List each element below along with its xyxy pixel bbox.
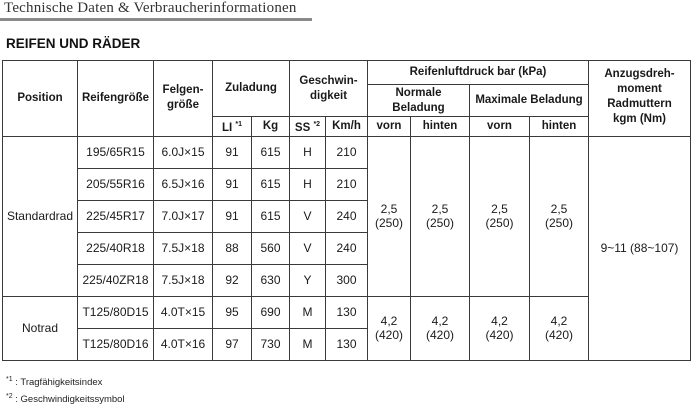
header-speed: Geschwin- digkeit (290, 61, 368, 117)
header-rule (0, 18, 312, 21)
cell-speed-kmh: 300 (326, 264, 368, 296)
cell-rim-size: 7.5J×18 (154, 264, 213, 296)
cell-speed-symbol: H (290, 168, 326, 200)
header-front-normal: vorn (368, 117, 411, 137)
standard-pressure-rear-normal-kpa: (250) (425, 216, 454, 231)
cell-load-kg: 560 (252, 232, 290, 264)
cell-load-kg: 730 (252, 328, 290, 360)
standard-pressure-rear-normal (411, 136, 470, 296)
cell-tire-size: T125/80D15 (78, 296, 154, 328)
cell-load-index: 91 (213, 168, 252, 200)
cell-tire-size: T125/80D16 (78, 328, 154, 360)
spare-pressure-rear-max (530, 296, 589, 360)
standard-pressure-rear-max (530, 136, 589, 296)
cell-load-index: 91 (213, 136, 252, 168)
cell-load-index: 91 (213, 200, 252, 232)
cell-speed-kmh: 240 (326, 200, 368, 232)
header-li-footnote-mark: *1 (235, 121, 243, 128)
header-rear-normal: hinten (411, 117, 470, 137)
header-ss-footnote-mark: *2 (313, 121, 321, 128)
standard-pressure-front-normal-kpa: (250) (374, 216, 403, 231)
cell-tire-size: 225/40ZR18 (78, 264, 154, 296)
standard-pressure-front-max (470, 136, 530, 296)
cell-tire-size: 195/65R15 (78, 136, 154, 168)
cell-load-kg: 615 (252, 136, 290, 168)
header-tire-size: Reifengröße (78, 61, 154, 137)
standard-pressure-front-normal (368, 136, 411, 296)
cell-speed-symbol: V (290, 232, 326, 264)
spare-pressure-front-max-kpa: (420) (485, 328, 514, 343)
header-rim-size: Felgen- größe (154, 61, 213, 137)
torque-value: 9~11 (88~107) (589, 136, 691, 360)
spare-row (3, 296, 691, 328)
cell-speed-kmh: 130 (326, 328, 368, 360)
footnote-1 (6, 373, 125, 390)
cell-speed-kmh: 210 (326, 168, 368, 200)
spare-position-label: Notrad (3, 296, 78, 360)
cell-tire-size: 205/55R16 (78, 168, 154, 200)
cell-speed-kmh: 130 (326, 296, 368, 328)
spare-pressure-front-max (470, 296, 530, 360)
header-front-max: vorn (470, 117, 530, 137)
standard-pressure-rear-max-kpa: (250) (544, 216, 573, 231)
spare-pressure-rear-normal-bar: 4,2 (431, 314, 449, 329)
header-max-load: Maximale Beladung (470, 85, 589, 117)
cell-load-kg: 615 (252, 168, 290, 200)
cell-load-index: 97 (213, 328, 252, 360)
cell-speed-symbol: V (290, 200, 326, 232)
standard-pressure-front-normal-bar: 2,5 (380, 202, 398, 217)
spare-pressure-front-max-bar: 4,2 (491, 314, 508, 329)
spare-pressure-rear-normal (411, 296, 470, 360)
section-title: REIFEN UND RÄDER (6, 36, 141, 51)
cell-load-index: 92 (213, 264, 252, 296)
header-tire-pressure: Reifenluftdruck bar (kPa) (368, 61, 589, 85)
spare-pressure-front-normal (368, 296, 411, 360)
standard-pressure-rear-max-bar: 2,5 (550, 202, 568, 217)
cell-tire-size: 225/40R18 (78, 232, 154, 264)
standard-row (3, 136, 691, 168)
cell-speed-symbol: M (290, 328, 326, 360)
footnote-1-mark: *1 (6, 376, 13, 383)
spare-pressure-front-normal-kpa: (420) (374, 328, 403, 343)
cell-rim-size: 6.0J×15 (154, 136, 213, 168)
footnote-1-text: : Tragfähigkeitsindex (12, 377, 103, 389)
standard-pressure-front-max-bar: 2,5 (491, 202, 508, 217)
spare-pressure-front-normal-bar: 4,2 (380, 314, 398, 329)
header-ss (290, 117, 326, 137)
header-rear-max: hinten (530, 117, 589, 137)
cell-rim-size: 6.5J×16 (154, 168, 213, 200)
cell-rim-size: 7.0J×17 (154, 200, 213, 232)
cell-load-index: 88 (213, 232, 252, 264)
header-ss-label: SS (294, 121, 311, 134)
cell-load-kg: 630 (252, 264, 290, 296)
standard-position-label: Standardrad (3, 136, 78, 296)
standard-pressure-front-max-kpa: (250) (485, 216, 514, 231)
spare-pressure-rear-normal-kpa: (420) (425, 328, 454, 343)
footnote-2 (6, 390, 125, 407)
standard-pressure-rear-normal-bar: 2,5 (431, 202, 449, 217)
header-load: Zuladung (213, 61, 290, 117)
header-li (213, 117, 252, 137)
cell-load-index: 95 (213, 296, 252, 328)
spare-pressure-rear-max-kpa: (420) (544, 328, 573, 343)
cell-speed-kmh: 240 (326, 232, 368, 264)
footnotes (6, 373, 125, 407)
cell-load-kg: 690 (252, 296, 290, 328)
header-normal-load: Normale Beladung (368, 85, 470, 117)
cell-rim-size: 4.0T×15 (154, 296, 213, 328)
footnote-2-text: : Geschwindigkeitssymbol (12, 394, 125, 406)
cell-tire-size: 225/45R17 (78, 200, 154, 232)
footnote-2-mark: *2 (6, 393, 13, 401)
cell-speed-kmh: 210 (326, 136, 368, 168)
spare-pressure-rear-max-bar: 4,2 (550, 314, 568, 329)
header-kg: Kg (252, 117, 290, 137)
header-kmh: Km/h (326, 117, 368, 137)
header-position: Position (3, 61, 78, 137)
cell-speed-symbol: H (290, 136, 326, 168)
cell-speed-symbol: M (290, 296, 326, 328)
tire-spec-table (2, 60, 691, 361)
cell-speed-symbol: Y (290, 264, 326, 296)
cell-rim-size: 7.5J×18 (154, 232, 213, 264)
header-torque: Anzugsdreh- moment Radmuttern kgm (Nm) (589, 61, 691, 137)
cell-load-kg: 615 (252, 200, 290, 232)
page-header-title: Technische Daten & Verbraucherinformationen (4, 0, 297, 16)
cell-rim-size: 4.0T×16 (154, 328, 213, 360)
header-li-label: LI (221, 121, 233, 134)
